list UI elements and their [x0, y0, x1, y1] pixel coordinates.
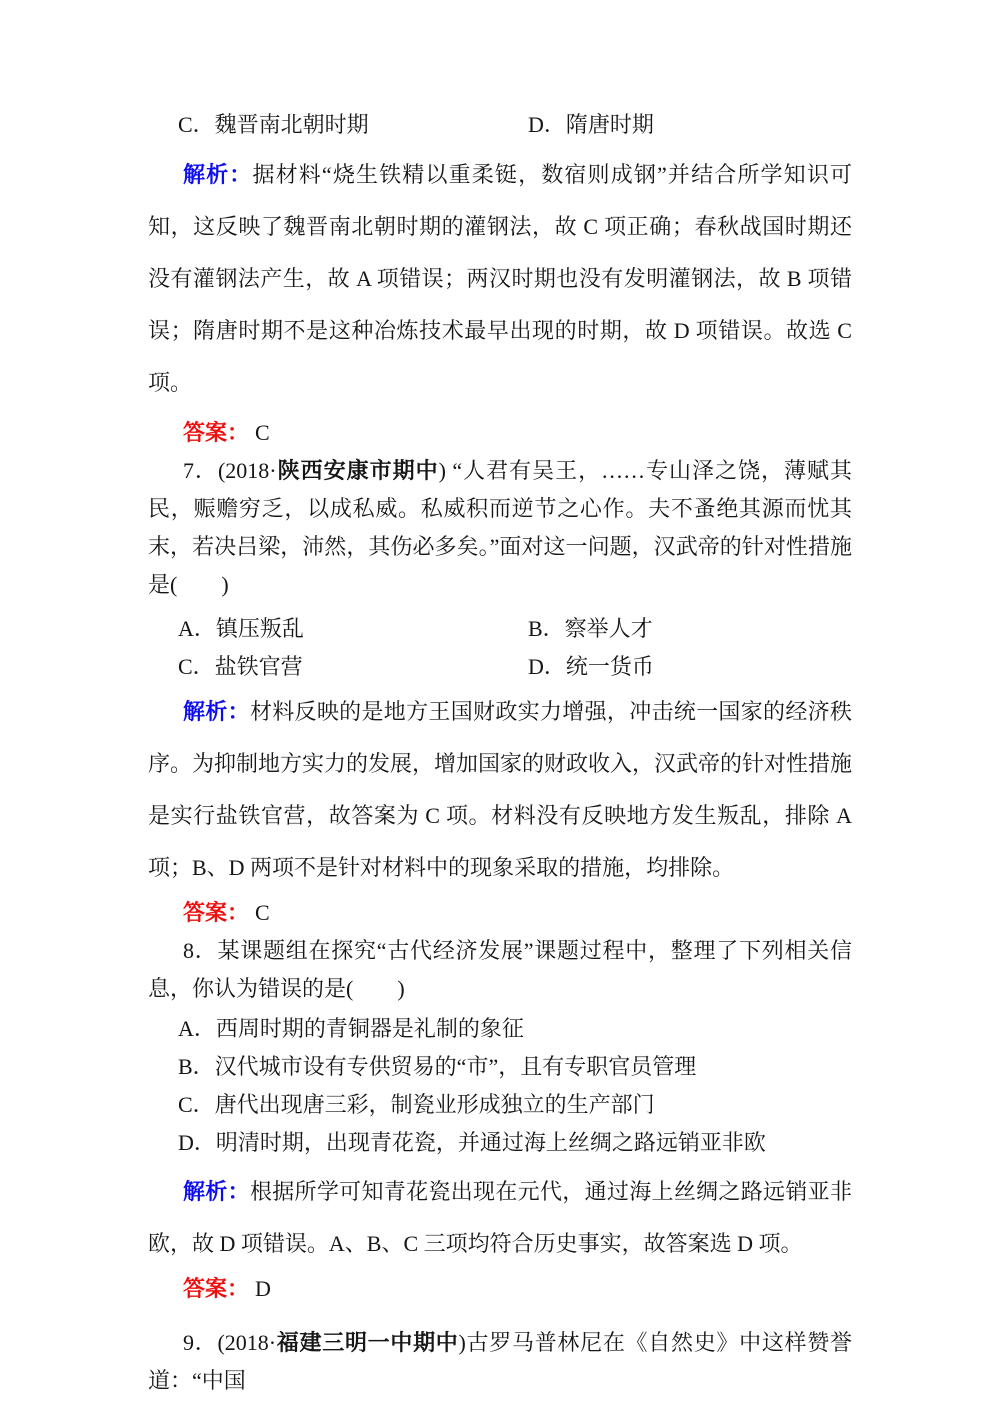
question-7-answer-letter: C	[255, 900, 270, 925]
question-8-option-d: D．明清时期，出现青花瓷，并通过海上丝绸之路远销亚非欧	[178, 1130, 766, 1155]
question-8-analysis-text: 根据所学可知青花瓷出现在元代，通过海上丝绸之路远销亚非欧，故 D 项错误。A、B、C 三项均符合历史事实，故答案选 D 项。	[148, 1179, 852, 1256]
question-7-source-prefix: (2018·	[217, 458, 277, 483]
question-8-analysis	[148, 1166, 852, 1270]
question-8-number: 8．	[183, 938, 218, 963]
question-6-option-c: C．魏晋南北朝时期	[178, 112, 369, 137]
question-6-options-row	[148, 106, 852, 144]
answer-label: 答案：	[183, 900, 250, 925]
question-9-number: 9．	[183, 1330, 218, 1355]
question-6-analysis-text: 据材料“烧生铁精以重柔铤，数宿则成钢”并结合所学知识可知，这反映了魏晋南北朝时期的灌钢法，故 C 项正确；春秋战国时期还没有灌钢法产生，故 A 项错误；两汉时期也没有发明灌钢法，故 B 项错误；隋唐时期不是这种冶炼技术最早出现的时期，故 D 项错误。故选 C 项。	[148, 162, 852, 395]
question-6-option-d: D．隋唐时期	[528, 112, 654, 137]
question-7-analysis-text: 材料反映的是地方王国财政实力增强，冲击统一国家的经济秩序。为抑制地方实力的发展，增加国家的财政收入，汉武帝的针对性措施是实行盐铁官营，故答案为 C 项。材料没有反映地方发生叛乱，排除 A 项；B、D 两项不是针对材料中的现象采取的措施，均排除。	[148, 699, 853, 880]
question-9-source-suffix: )	[458, 1330, 466, 1355]
question-7-answer	[148, 894, 852, 932]
answer-label: 答案：	[183, 1276, 250, 1301]
question-8-stem-text: 某课题组在探究“古代经济发展”课题过程中，整理了下列相关信息，你认为错误的是( )	[148, 938, 852, 1001]
question-8-option-c: C．唐代出现唐三彩，制瓷业形成独立的生产部门	[178, 1092, 655, 1117]
answer-label: 答案：	[183, 420, 250, 445]
question-9-stem	[148, 1324, 852, 1400]
question-9-source-prefix: (2018·	[217, 1330, 277, 1355]
analysis-label: 解析：	[183, 699, 250, 724]
question-7-number: 7．	[183, 458, 218, 483]
question-8-option-a: A．西周时期的青铜器是礼制的象征	[178, 1016, 524, 1041]
question-7-option-b: B．察举人才	[528, 616, 653, 641]
question-6-answer	[148, 414, 852, 452]
question-8-answer-letter: D	[255, 1276, 271, 1301]
question-7-source-suffix: )	[438, 458, 453, 483]
analysis-label: 解析：	[183, 162, 253, 187]
question-6-answer-letter: C	[255, 420, 270, 445]
question-8-stem	[148, 932, 852, 1008]
question-9-stem-text: 古罗马普林尼在《自然史》中这样赞誉道：“中国	[148, 1330, 852, 1393]
question-7-analysis	[148, 686, 852, 894]
question-7-options-row-1	[148, 610, 852, 648]
question-7-option-c: C．盐铁官营	[178, 654, 303, 679]
question-6-analysis	[148, 149, 852, 409]
question-8-options	[148, 1010, 852, 1162]
question-9-source: 福建三明一中期中	[276, 1330, 459, 1355]
question-7-option-a: A．镇压叛乱	[178, 616, 304, 641]
question-7-option-d: D．统一货币	[528, 654, 654, 679]
question-8-option-b: B．汉代城市设有专供贸易的“市”，且有专职官员管理	[178, 1054, 697, 1079]
question-7-stem	[148, 452, 852, 604]
question-8-answer	[148, 1270, 852, 1308]
question-7-source: 陕西安康市期中	[276, 458, 439, 483]
analysis-label: 解析：	[183, 1179, 250, 1204]
question-7-stem-text: “人君有吴王，……专山泽之饶，薄赋其民，赈赡穷乏，以成私威。私威积而逆节之心作。夫不蚤绝其源而忧其末，若决吕梁，沛然，其伤必多矣。”面对这一问题，汉武帝的针对性措施是( )	[148, 458, 852, 597]
question-7-options-row-2	[148, 648, 852, 686]
question-7-options	[148, 610, 852, 686]
